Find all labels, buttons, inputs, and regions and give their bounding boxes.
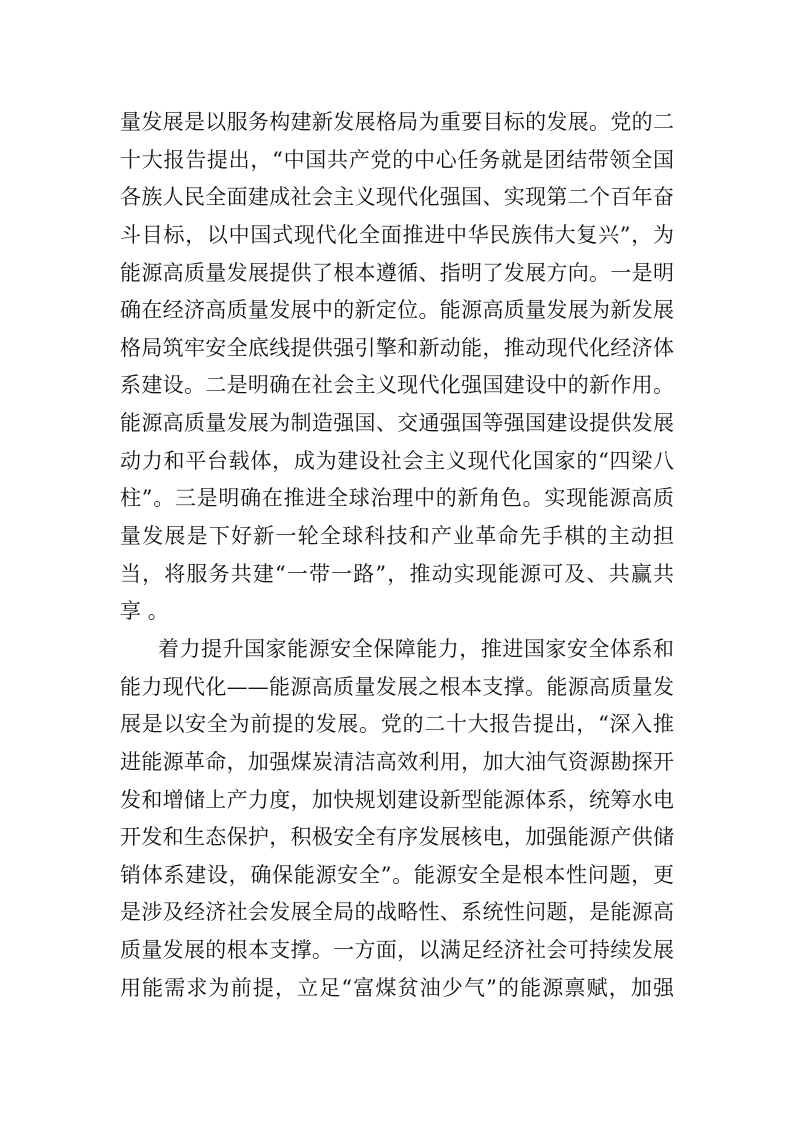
text-line: 当，将服务共建“一带一路”，推动实现能源可及、共赢共 <box>120 561 674 586</box>
text-line: 斗目标，以中国式现代化全面推进中华民族伟大复兴”，为 <box>120 222 674 247</box>
text-line: 能力现代化——能源高质量发展之根本支撑。能源高质量发 <box>120 674 674 699</box>
paragraph <box>120 104 674 631</box>
text-line: 能源高质量发展为制造强国、交通强国等强国建设提供发展 <box>120 411 674 436</box>
text-line: 量发展是下好新一轮全球科技和产业革命先手棋的主动担 <box>120 524 674 549</box>
text-line: 质量发展的根本支撑。一方面，以满足经济社会可持续发展 <box>120 938 674 963</box>
text-line: 系建设。二是明确在社会主义现代化强国建设中的新作用。 <box>120 373 674 398</box>
text-line: 用能需求为前提，立足“富煤贫油少气”的能源禀赋，加强 <box>120 975 674 1000</box>
text-line: 销体系建设，确保能源安全”。能源安全是根本性问题，更 <box>120 862 674 887</box>
document-page <box>120 104 674 1007</box>
text-line: 能源高质量发展提供了根本遵循、指明了发展方向。一是明 <box>120 260 674 285</box>
text-line: 各族人民全面建成社会主义现代化强国、实现第二个百年奋 <box>120 185 674 210</box>
text-line: 量发展是以服务构建新发展格局为重要目标的发展。党的二 <box>120 110 674 134</box>
text-line: 展是以安全为前提的发展。党的二十大报告提出，“深入推 <box>120 712 674 737</box>
text-line: 动力和平台载体，成为建设社会主义现代化国家的“四梁八 <box>120 448 674 473</box>
text-line: 十大报告提出，“中国共产党的中心任务就是团结带领全国 <box>120 147 674 172</box>
text-line: 进能源革命，加强煤炭清洁高效利用，加大油气资源勘探开 <box>120 749 674 774</box>
text-line: 格局筑牢安全底线提供强引擎和新动能，推动现代化经济体 <box>120 335 674 360</box>
text-line: 着力提升国家能源安全保障能力，推进国家安全体系和 <box>158 636 674 661</box>
text-line: 发和增储上产力度，加快规划建设新型能源体系，统筹水电 <box>120 787 674 812</box>
text-line: 确在经济高质量发展中的新定位。能源高质量发展为新发展 <box>120 298 674 323</box>
text-line: 是涉及经济社会发展全局的战略性、系统性问题，是能源高 <box>120 900 674 925</box>
text-line: 开发和生态保护，积极安全有序发展核电，加强能源产供储 <box>120 825 674 850</box>
paragraph <box>120 631 674 1007</box>
text-line: 享。 <box>120 599 176 624</box>
text-line: 柱”。三是明确在推进全球治理中的新角色。实现能源高质 <box>120 486 674 511</box>
